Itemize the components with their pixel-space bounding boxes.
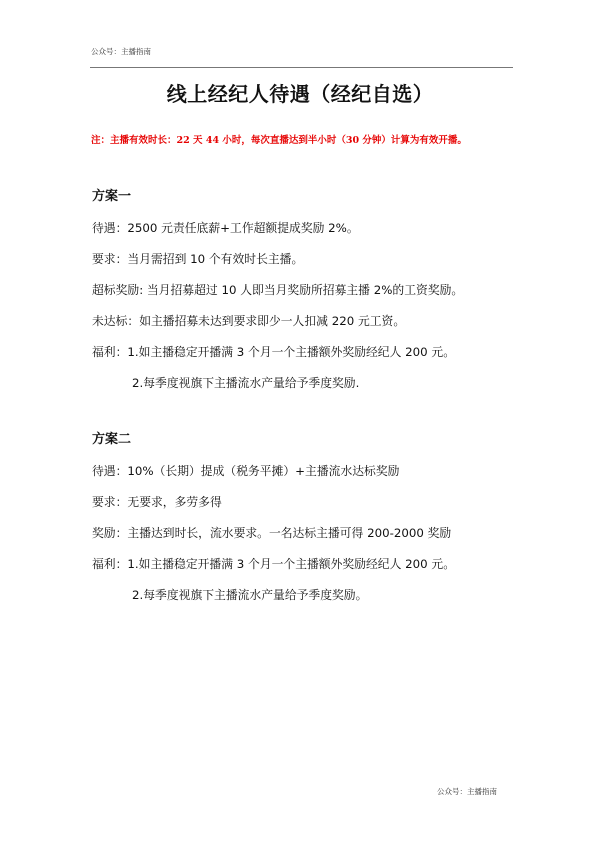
plan-two-benefit-1: 福利：1.如主播稳定开播满 3 个月一个主播额外奖励经纪人 200 元。: [92, 557, 455, 571]
header-watermark: 公众号：主播指南: [91, 47, 151, 56]
plan-two-reward: 奖励：主播达到时长，流水要求。一名达标主播可得 200-2000 奖励: [92, 526, 452, 540]
notice-text: 注：主播有效时长：22 天 44 小时，每次直播达到半小时（30 分钟）计算为有效开播。: [91, 135, 467, 146]
plan-one-benefit-2: 2.每季度视旗下主播流水产量给予季度奖励.: [132, 376, 360, 390]
header-divider: [90, 67, 513, 68]
plan-two-benefit-2: 2.每季度视旗下主播流水产量给予季度奖励。: [132, 588, 368, 602]
plan-two-title: 方案二: [92, 432, 132, 447]
plan-two-salary: 待遇：10%（长期）提成（税务平摊）+主播流水达标奖励: [92, 464, 400, 478]
footer-watermark: 公众号：主播指南: [437, 787, 497, 796]
plan-one-salary: 待遇：2500 元责任底薪+工作超额提成奖励 2%。: [92, 221, 359, 235]
plan-two-requirement: 要求：无要求，多劳多得: [92, 495, 222, 509]
plan-one-requirement: 要求：当月需招到 10 个有效时长主播。: [92, 252, 304, 266]
plan-one-title: 方案一: [92, 189, 132, 204]
plan-two-section: [92, 430, 532, 605]
plan-one-excess-reward: 超标奖励: 当月招募超过 10 人即当月奖励所招募主播 2%的工资奖励。: [92, 283, 464, 297]
plan-one-shortfall: 未达标：如主播招募未达到要求即少一人扣减 220 元工资。: [92, 314, 406, 328]
plan-one-section: [92, 187, 532, 393]
page-title: 线上经纪人待遇（经纪自选）: [166, 82, 434, 106]
plan-one-benefit-1: 福利：1.如主播稳定开播满 3 个月一个主播额外奖励经纪人 200 元。: [92, 345, 455, 359]
